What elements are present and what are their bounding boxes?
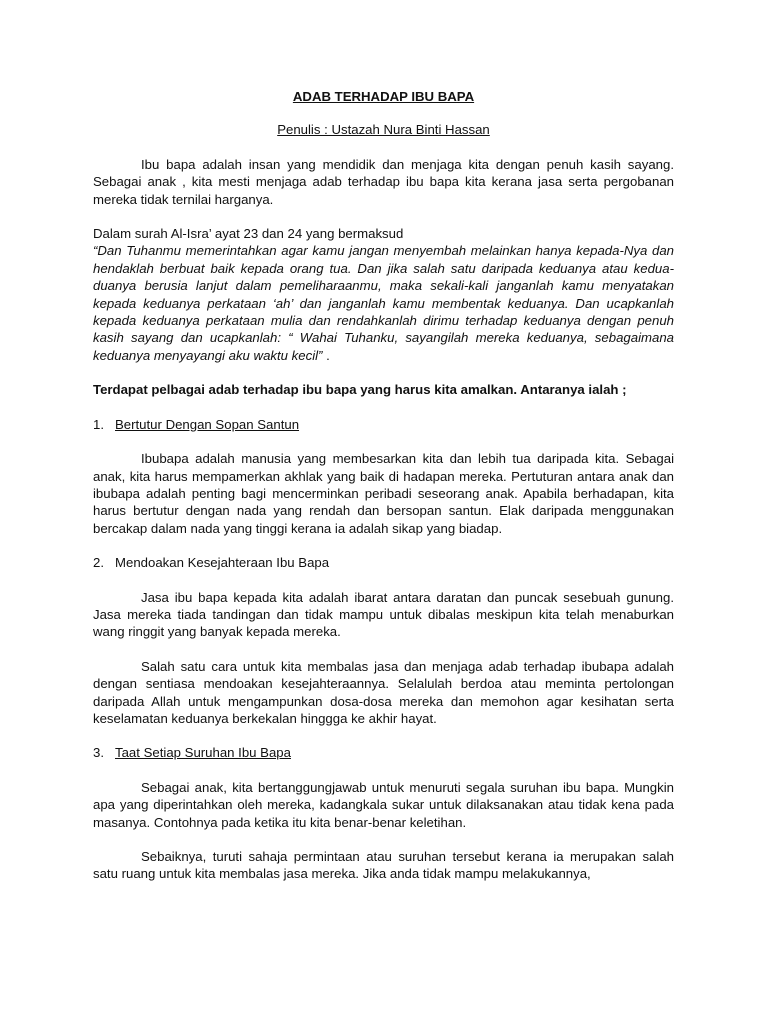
document-author: Penulis : Ustazah Nura Binti Hassan [277, 122, 490, 138]
document-title: ADAB TERHADAP IBU BAPA [292, 89, 475, 104]
surah-intro: Dalam surah Al-Isra’ ayat 23 dan 24 yang bermaksud [93, 226, 404, 242]
section-heading-1 [93, 416, 674, 433]
section-3-paragraph-1: Sebagai anak, kita bertanggungjawab untuk menuruti segala suruhan ibu bapa. Mungkin apa yang diperintahkan oleh mereka, kadangkala sukar untuk dilaksanakan atau tidak kena pada masanya. Contohnya pada ketika itu kita benar-benar keletihan. [93, 779, 674, 830]
intro-paragraph: Ibu bapa adalah insan yang mendidik dan menjaga kita dengan penuh kasih sayang. Sebagai anak , kita mesti menjaga adab terhadap ibu bapa kita kerana jasa serta pergobanan mereka tidak ternilai harganya. [93, 156, 674, 207]
lead-paragraph: Terdapat pelbagai adab terhadap ibu bapa yang harus kita amalkan. Antaranya ialah ; [93, 382, 627, 398]
section-heading-text: Mendoakan Kesejahteraan Ibu Bapa [115, 555, 330, 571]
surah-quote-end: . [322, 347, 330, 363]
section-number: 2. [93, 555, 104, 571]
section-1-paragraph-1: Ibubapa adalah manusia yang membesarkan kita dan lebih tua daripada kita. Sebagai anak, kita harus mempamerkan akhlak yang baik di hadapan mereka. Pertuturan antara anak dan ibubapa adalah penting bagi mencerminkan peribadi seseorang anak. Apabila berhadapan, kita harus bertutur dengan nada yang rendah dan bersopan santun. Elak daripada menggunakan bercakap dalam nada yang tinggi kerana ia adalah sikap yang biadap. [93, 451, 674, 536]
section-heading-2 [93, 554, 674, 571]
section-heading-text: Bertutur Dengan Sopan Santun [115, 416, 300, 432]
section-heading-3 [93, 744, 674, 761]
surah-quote: “Dan Tuhanmu memerintahkan agar kamu jangan menyembah melainkan hanya kepada-Nya dan hendaklah berbuat baik kepada orang tua. Dan jika salah satu daripada keduanya atau kedua-duanya berusia lanjut dalam pemeliharaanmu, maka sekali-kali janganlah kamu menyatakan kepada keduanya perkataan ‘ah’ dan janganlah kamu membentak keduanya. Dan ucapkanlah kepada keduanya perkataan mulia dan rendahkanlah dirimu terhadap keduanya dengan penuh kasih sayang dan ucapkanlah: “ Wahai Tuhanku, sayangilah mereka keduanya, sebagaimana keduanya menyayangi aku waktu kecil” [93, 243, 674, 363]
surah-block [93, 225, 674, 364]
section-number: 1. [93, 416, 104, 432]
section-3-paragraph-2: Sebaiknya, turuti sahaja permintaan atau suruhan tersebut kerana ia merupakan salah satu ruang untuk kita membalas jasa mereka. Jika anda tidak mampu melakukannya, [93, 849, 674, 882]
section-heading-text: Taat Setiap Suruhan Ibu Bapa [115, 745, 291, 761]
section-2-paragraph-2: Salah satu cara untuk kita membalas jasa dan menjaga adab terhadap ibubapa adalah dengan sentiasa mendoakan kesejahteraannya. Selalulah berdoa atau meminta pertolongan daripada Allah untuk mengampunkan dosa-dosa mereka dan memohon agar kesihatan serta keselamatan keduanya berkekalan hinggga ke akhir hayat. [93, 658, 674, 726]
section-number: 3. [93, 745, 104, 761]
section-2-paragraph-1: Jasa ibu bapa kepada kita adalah ibarat antara daratan dan puncak sesebuah gunung. Jasa mereka tiada tandingan dan tidak mampu untuk dibalas meskipun kita telah menaburkan wang ringgit yang banyak kepada mereka. [93, 589, 674, 640]
